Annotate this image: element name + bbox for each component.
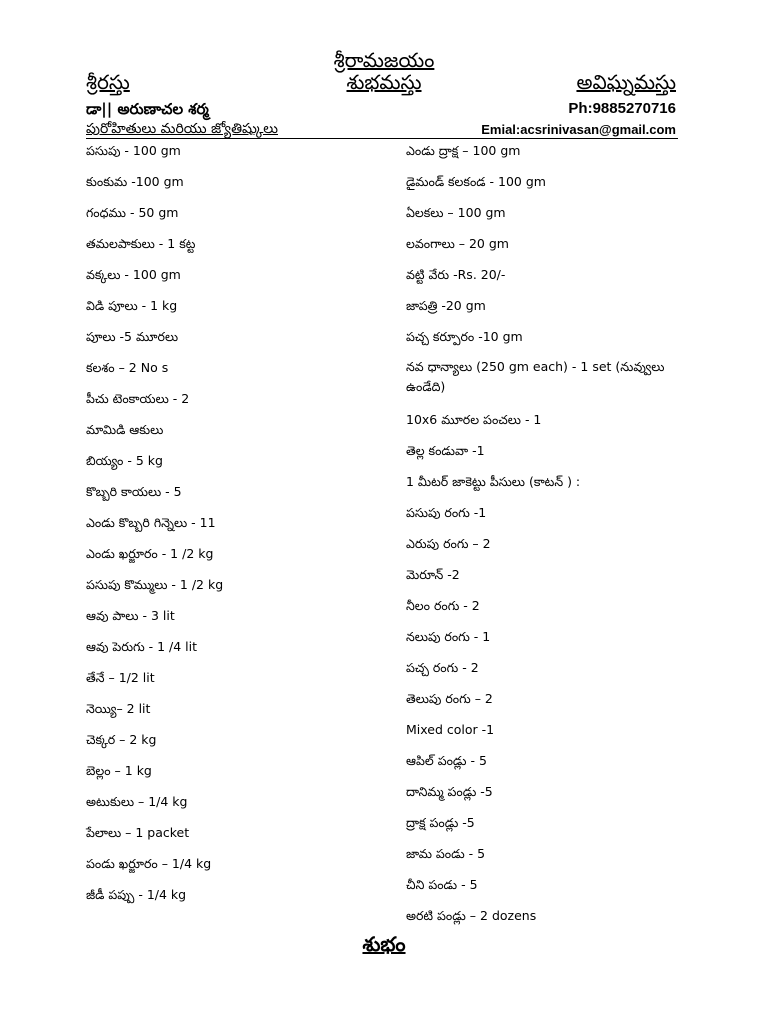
header-center-blessing: శుభమస్తు: [346, 70, 422, 94]
list-item: కొబ్బరి కాయలు - 5: [86, 484, 182, 499]
list-item: వక్కలు - 100 gm: [86, 267, 181, 282]
email-address: Emial:acsrinivasan@gmail.com: [481, 122, 676, 137]
list-item: నలుపు రంగు - 1: [406, 629, 491, 644]
list-item: అటుకులు – 1/4 kg: [86, 794, 188, 809]
list-item: పసుపు రంగు -1: [406, 505, 487, 520]
list-item: Mixed color -1: [406, 722, 495, 737]
list-item: పీచు టెంకాయలు - 2: [86, 391, 190, 406]
list-item: తమలపాకులు - 1 కట్ట: [86, 236, 196, 251]
list-item: మామిడి ఆకులు: [86, 422, 164, 437]
list-item: పసుపు - 100 gm: [86, 143, 181, 158]
list-item: అరటి పండ్లు – 2 dozens: [406, 908, 537, 923]
list-item: ఎండు ఖర్జూరం - 1 /2 kg: [86, 546, 214, 561]
list-item: గంధము - 50 gm: [86, 205, 179, 220]
list-item: కుంకుమ -100 gm: [86, 174, 184, 189]
list-item: పసుపు కొమ్ములు - 1 /2 kg: [86, 577, 224, 592]
list-item: మెరూన్ -2: [406, 567, 460, 582]
list-item: నవ ధాన్యాలు (250 gm each) - 1 set (నువ్వులు ఉండేది): [406, 359, 665, 394]
document-title: శ్రీరామజయం: [333, 48, 435, 72]
left-item-list: [86, 140, 386, 915]
list-item: బెల్లం – 1 kg: [86, 763, 152, 778]
phone-number: Ph:9885270716: [568, 100, 676, 117]
list-item: పచ్చ కర్పూరం -10 gm: [406, 329, 523, 344]
list-item: ఎండు ద్రాక్ష – 100 gm: [406, 143, 521, 158]
list-item: ఆవు పాలు - 3 lit: [86, 608, 175, 623]
list-item: జాపత్రి -20 gm: [406, 298, 486, 313]
list-item: పేలాలు – 1 packet: [86, 825, 190, 840]
list-item: పండు ఖర్జూరం – 1/4 kg: [86, 856, 212, 871]
list-item: 10x6 మూరల పంచలు - 1: [406, 412, 542, 427]
list-item: పచ్చ రంగు - 2: [406, 660, 479, 675]
closing-blessing: శుభం: [362, 932, 406, 956]
author-name: డా|| అరుణాచల శర్మ: [86, 100, 209, 118]
list-item: ఏలకలు – 100 gm: [406, 205, 506, 220]
list-item: దానిమ్మ పండ్లు -5: [406, 784, 493, 799]
list-item: తెలుపు రంగు – 2: [406, 691, 493, 706]
list-item: జామ పండు - 5: [406, 846, 486, 861]
list-item: చీని పండు - 5: [406, 877, 478, 892]
list-item: నీలం రంగు - 2: [406, 598, 480, 613]
list-item: డైమండ్ కలకండ - 100 gm: [406, 174, 546, 189]
list-item: 1 మీటర్ జాకెట్టు పీసులు (కాటన్ ) :: [406, 474, 581, 489]
list-item: వట్టి వేరు -Rs. 20/-: [406, 267, 506, 282]
list-item: తేనే – 1/2 lit: [86, 670, 155, 685]
list-item: కలశం – 2 No s: [86, 360, 169, 375]
list-item: ఎండు కొబ్బరి గిన్నెలు - 11: [86, 515, 216, 530]
right-item-list: [406, 140, 682, 936]
list-item: ఎరుపు రంగు – 2: [406, 536, 491, 551]
profession: పురోహితులు మరియు జ్యోతిష్కులు: [86, 121, 278, 137]
list-item: బియ్యం - 5 kg: [86, 453, 163, 468]
list-item: ఆవు పెరుగు - 1 /4 lit: [86, 639, 198, 654]
list-item: ఆపిల్ పండ్లు - 5: [406, 753, 487, 768]
list-item: నెయ్యి– 2 lit: [86, 701, 151, 716]
header-right-blessing: అవిఘ్నమస్తు: [576, 70, 676, 94]
header-left-blessing: శ్రీరస్తు: [86, 70, 130, 94]
list-item: జీడీ పప్పు - 1/4 kg: [86, 887, 187, 902]
list-item: విడి పూలు - 1 kg: [86, 298, 178, 313]
list-item: పూలు -5 మూరలు: [86, 329, 179, 344]
list-item: లవంగాలు – 20 gm: [406, 236, 509, 251]
list-item: ద్రాక్ష పండ్లు -5: [406, 815, 475, 830]
header-divider: [86, 138, 678, 139]
list-item: చెక్కర – 2 kg: [86, 732, 157, 747]
list-item: తెల్ల కండువా -1: [406, 443, 485, 458]
